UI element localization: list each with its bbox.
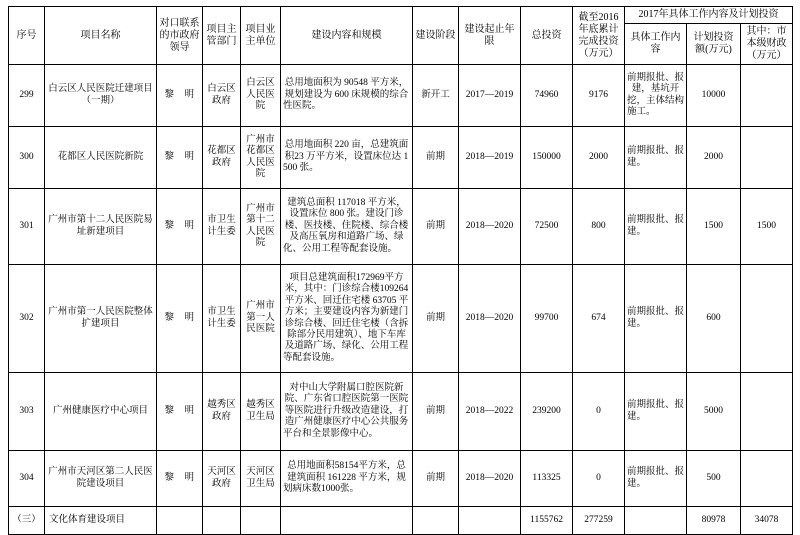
cell-plan-invest: 80978 [687,507,741,535]
cell-seq: 299 [9,65,45,127]
cell-project-name: 花都区人民医院新院 [45,127,157,189]
cell-plan-invest: 1500 [687,189,741,265]
cell-supervisor: 白云区政府 [203,65,241,127]
col-header-period: 建设起止年限 [459,7,521,65]
cell-content-scale: 对中山大学附属口腔医院新院、广东省口腔医院第一医院等医院进行升级改造建设，打造广州健康医疗中心公共服务平台和全景影像中心。 [281,373,413,451]
cell-leader: 黎 明 [157,189,203,265]
cell-total-invest: 74960 [521,65,573,127]
cell-accumulated: 2000 [573,127,625,189]
cell-seq: 304 [9,451,45,507]
cell-supervisor: 市卫生计生委 [203,265,241,373]
cell-work-content: 前期报批、报建。 [625,373,687,451]
cell-leader: 黎 明 [157,65,203,127]
cell-content-scale [281,507,413,535]
cell-city-finance [741,373,793,451]
cell-leader: 黎 明 [157,127,203,189]
table-row [9,65,793,127]
cell-stage: 新开工 [413,65,459,127]
cell-project-name: 文化体育建设项目 [45,507,157,535]
cell-supervisor [203,507,241,535]
col-header-stage: 建设阶段 [413,7,459,65]
table-body [9,65,793,535]
cell-owner: 白云区人民医院 [241,65,281,127]
cell-owner: 越秀区卫生局 [241,373,281,451]
cell-period: 2018—2019 [459,127,521,189]
cell-period: 2018—2020 [459,451,521,507]
cell-plan-invest: 10000 [687,65,741,127]
cell-supervisor: 花都区政府 [203,127,241,189]
cell-stage: 前期 [413,127,459,189]
col-header-content-scale: 建设内容和规模 [281,7,413,65]
cell-total-invest: 72500 [521,189,573,265]
cell-work-content: 前期报批、报建。 [625,189,687,265]
table-row [9,373,793,451]
cell-owner [241,507,281,535]
cell-project-name: 广州市第十二人民医院易址新建项目 [45,189,157,265]
cell-work-content: 前期报批、报建。 [625,265,687,373]
cell-supervisor: 市卫生计生委 [203,189,241,265]
cell-owner: 广州市花都区人民医院 [241,127,281,189]
cell-work-content [625,507,687,535]
col-header-owner: 项目业主单位 [241,7,281,65]
cell-period: 2018—2020 [459,265,521,373]
cell-plan-invest: 5000 [687,373,741,451]
cell-accumulated: 9176 [573,65,625,127]
cell-stage: 前期 [413,265,459,373]
header-row-1 [9,7,793,24]
cell-city-finance [741,265,793,373]
col-header-city-finance: 其中：市本级财政（万元） [741,24,793,65]
cell-stage: 前期 [413,373,459,451]
cell-accumulated: 0 [573,451,625,507]
col-header-supervisor: 项目主管部门 [203,7,241,65]
cell-city-finance [741,65,793,127]
cell-leader: 黎 明 [157,265,203,373]
cell-owner: 广州市第十二人民医院 [241,189,281,265]
cell-seq: 301 [9,189,45,265]
col-header-leader: 对口联系的市政府领导 [157,7,203,65]
cell-content-scale: 总用地面积58154平方米，总建筑面积 161228 平方米，规划病床数1000张。 [281,451,413,507]
cell-total-invest: 150000 [521,127,573,189]
cell-total-invest: 99700 [521,265,573,373]
cell-supervisor: 越秀区政府 [203,373,241,451]
cell-seq: 303 [9,373,45,451]
cell-work-content: 前期报批、报建。 [625,127,687,189]
table-row [9,189,793,265]
cell-accumulated: 0 [573,373,625,451]
cell-work-content: 前期报批、报建。 [625,451,687,507]
cell-accumulated: 277259 [573,507,625,535]
cell-period: 2018—2020 [459,189,521,265]
cell-owner: 天河区卫生局 [241,451,281,507]
col-header-group-2017: 2017年具体工作内容及计划投资 [625,7,793,24]
cell-period: 2017—2019 [459,65,521,127]
cell-supervisor: 天河区政府 [203,451,241,507]
cell-stage: 前期 [413,189,459,265]
cell-seq: 300 [9,127,45,189]
table-header [9,7,793,65]
cell-city-finance [741,127,793,189]
cell-project-name: 白云区人民医院迁建项目（一期） [45,65,157,127]
cell-plan-invest: 500 [687,451,741,507]
col-header-seq: 序号 [9,7,45,65]
col-header-project-name: 项目名称 [45,7,157,65]
cell-city-finance [741,451,793,507]
cell-content-scale: 项目总建筑面积172969平方米，其中：门诊综合楼109264 平方米、回迁住宅楼 63705 平方米；主要建设内容为新建门诊综合楼、回迁住宅楼（含拆除部分民用建筑）、地下车库及道路广场、绿化、公用工程等配套设施。 [281,265,413,373]
table-row-subtotal [9,507,793,535]
cell-project-name: 广州市天河区第二人民医院建设项目 [45,451,157,507]
cell-content-scale: 建筑总面积 117018 平方米，设置床位 800 张。建设门诊楼、医技楼、住院楼、综合楼及高压氧房和道路广场、绿化、公用工程等配套设施。 [281,189,413,265]
projects-table [8,6,793,535]
cell-project-name: 广州健康医疗中心项目 [45,373,157,451]
cell-total-invest: 1155762 [521,507,573,535]
cell-leader: 黎 明 [157,373,203,451]
cell-seq: （三） [9,507,45,535]
cell-stage: 前期 [413,451,459,507]
cell-city-finance: 1500 [741,189,793,265]
cell-period [459,507,521,535]
cell-project-name: 广州市第一人民医院整体扩建项目 [45,265,157,373]
cell-period: 2018—2022 [459,373,521,451]
cell-leader [157,507,203,535]
cell-content-scale: 总用地面积为 90548 平方米，规划建设为 600 床规模的综合性医院。 [281,65,413,127]
cell-plan-invest: 2000 [687,127,741,189]
cell-work-content: 前期报批、报建，基坑开挖，主体结构施工。 [625,65,687,127]
cell-plan-invest: 600 [687,265,741,373]
table-row [9,127,793,189]
cell-accumulated: 800 [573,189,625,265]
table-row [9,265,793,373]
cell-total-invest: 239200 [521,373,573,451]
cell-stage [413,507,459,535]
col-header-plan-invest: 计划投资额(万元) [687,24,741,65]
cell-total-invest: 113325 [521,451,573,507]
cell-content-scale: 总用地面积 220 亩，总建筑面积23 万平方米，设置床位达 1500 张。 [281,127,413,189]
cell-owner: 广州市第一人民医院 [241,265,281,373]
col-header-total-invest: 总投资 [521,7,573,65]
cell-city-finance: 34078 [741,507,793,535]
table-row [9,451,793,507]
col-header-work-content: 具体工作内容 [625,24,687,65]
cell-leader: 黎 明 [157,451,203,507]
col-header-accumulated: 截至2016年底累计完成投资（万元） [573,7,625,65]
cell-accumulated: 674 [573,265,625,373]
cell-seq: 302 [9,265,45,373]
